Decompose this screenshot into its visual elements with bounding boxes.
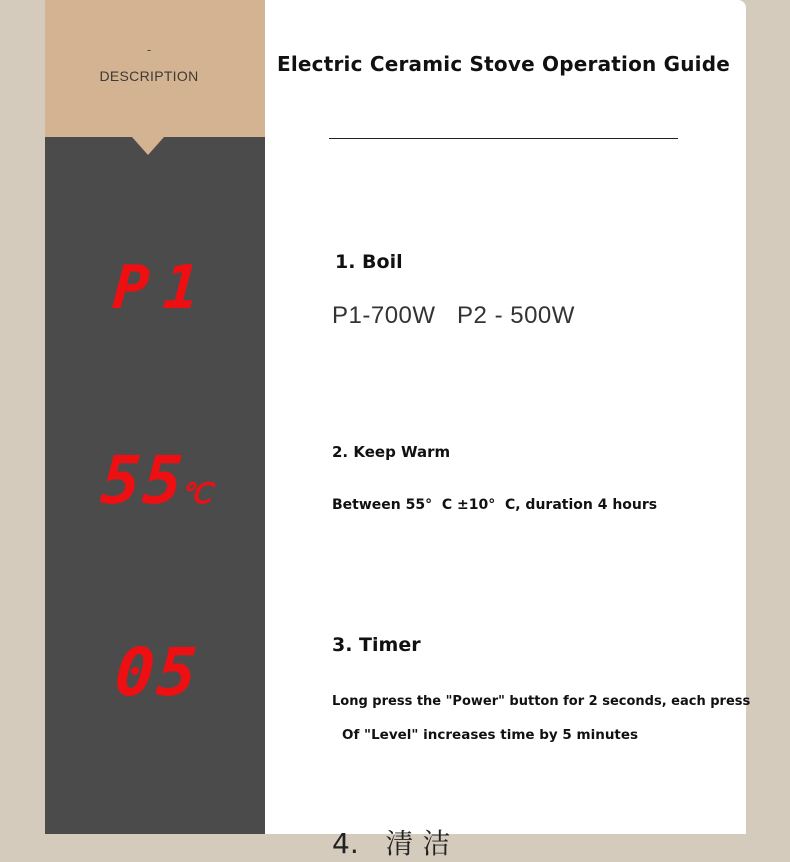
page-title: Electric Ceramic Stove Operation Guide (277, 52, 731, 76)
warm-heading: 2. Keep Warm (332, 443, 451, 461)
clean-heading: 4. 清 洁 (332, 827, 451, 860)
timer-description-line1: Long press the "Power" button for 2 seconds, each press (332, 694, 751, 709)
sidebar (45, 0, 265, 834)
timer-description-line2: Of "Level" increases time by 5 minutes (342, 727, 639, 743)
boil-power-levels: P1-700W P2 - 500W (332, 302, 575, 329)
boil-heading: 1. Boil (335, 251, 403, 273)
warm-description: Between 55° C ±10° C, duration 4 hours (332, 497, 658, 513)
sidebar-header (45, 0, 265, 137)
sidebar-title: DESCRIPTION (99, 68, 199, 84)
guide-card (45, 0, 751, 860)
warm-led-display: 55 (98, 442, 188, 519)
celsius-unit: ℃ (178, 477, 213, 510)
sidebar-dash: - (146, 42, 152, 57)
timer-led-display: 05 (112, 634, 202, 711)
sidebar-notch (132, 137, 164, 155)
boil-led-display: P1 (110, 253, 216, 323)
title-divider (329, 138, 678, 139)
timer-heading: 3. Timer (332, 634, 421, 656)
